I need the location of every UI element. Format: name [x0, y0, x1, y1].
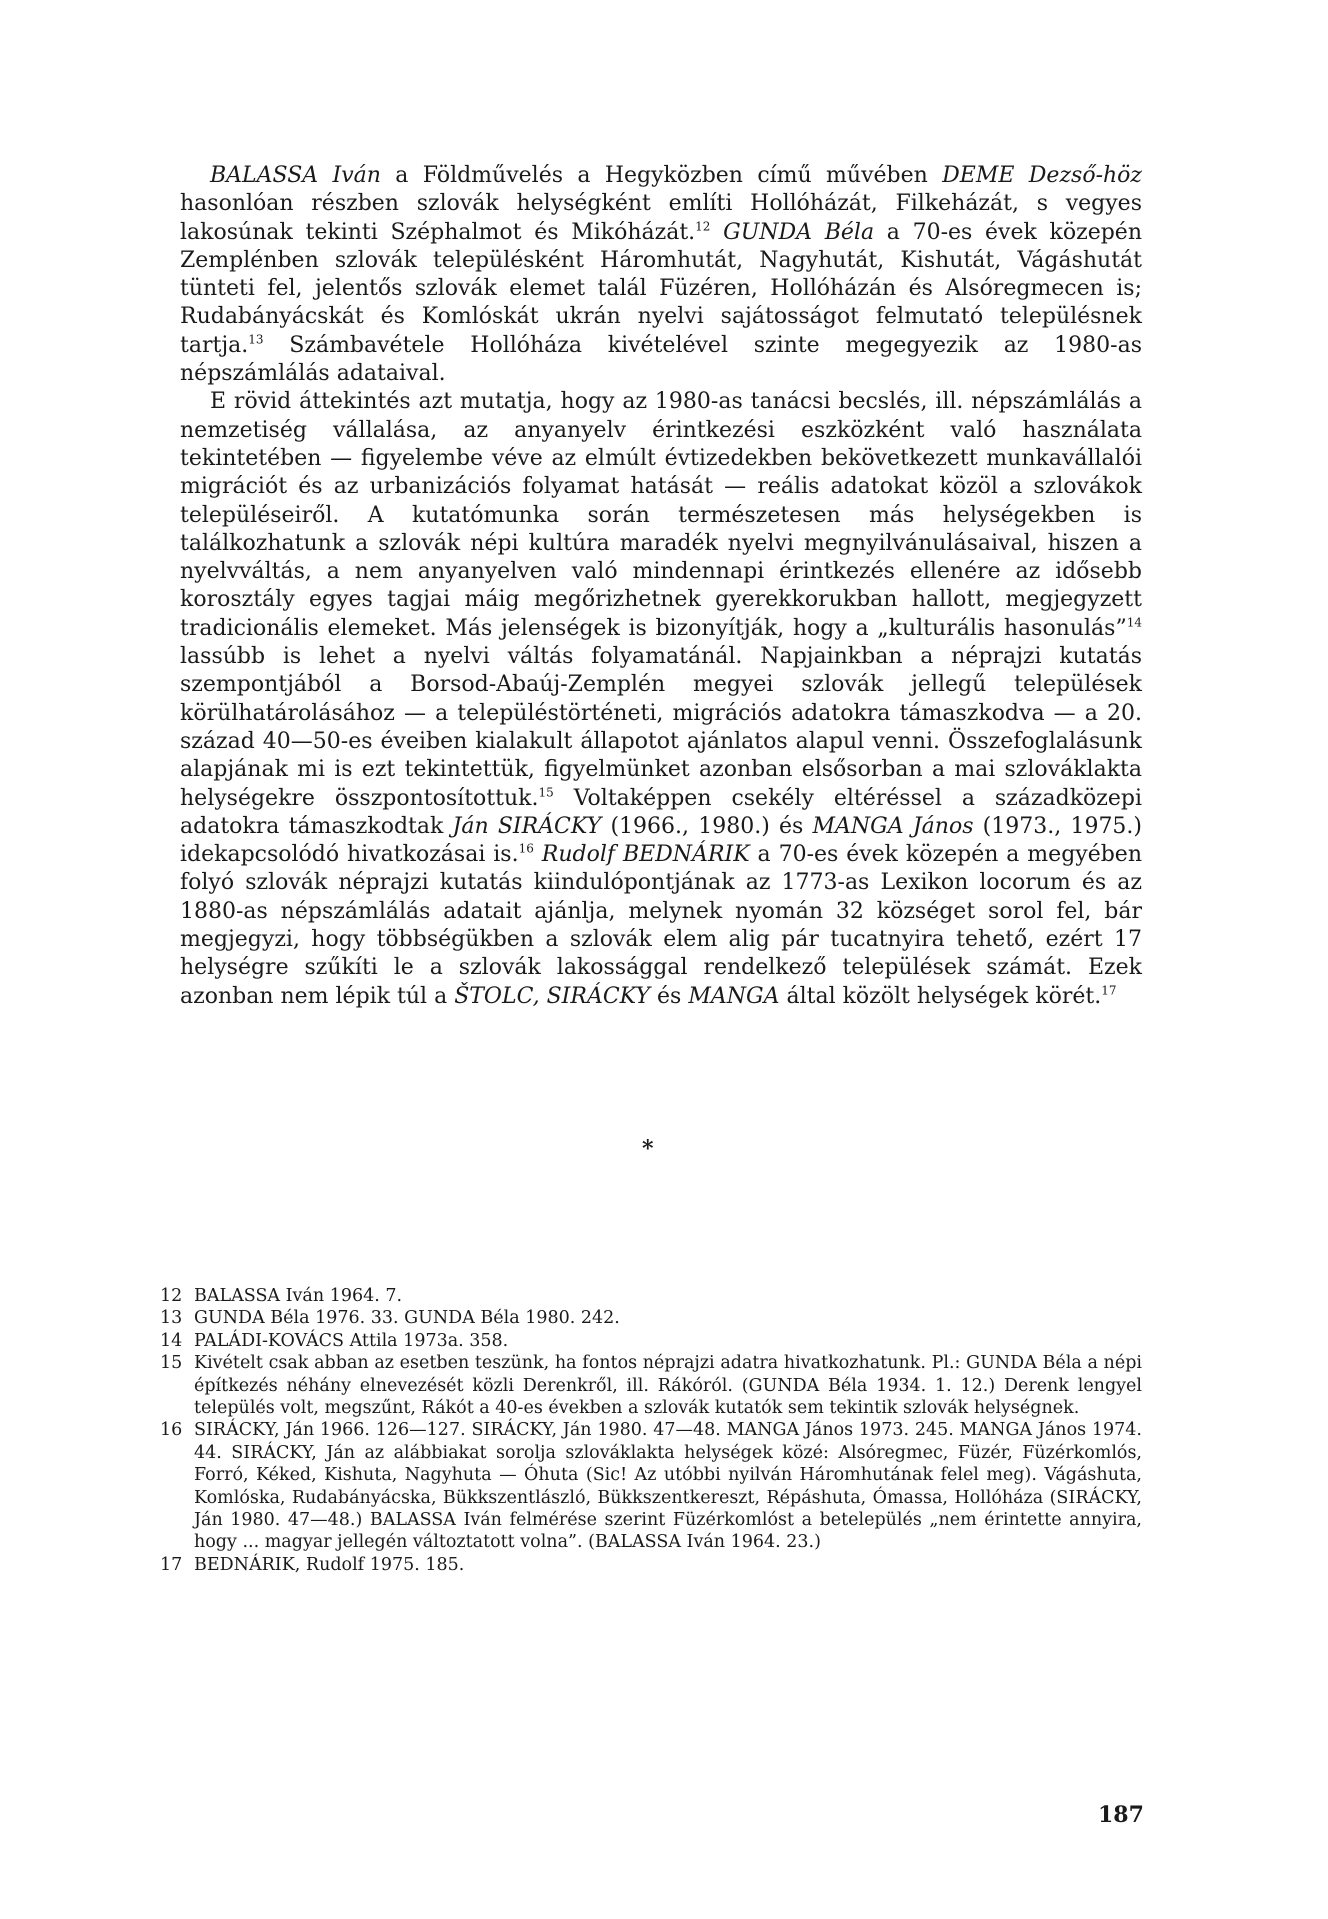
footnote-text: BALASSA Iván 1964. 7. [194, 1286, 403, 1306]
footnote-text: BEDNÁRIK, Rudolf 1975. 185. [194, 1554, 465, 1575]
author-name: MANGA [688, 983, 780, 1009]
footnote-ref: 12 [695, 219, 711, 234]
text-run: (1966., 1980.) és [601, 813, 813, 839]
footnote-ref: 17 [1101, 983, 1117, 998]
footnotes [160, 1285, 1142, 1576]
footnote-17 [160, 1554, 1142, 1576]
author-name: MANGA János [812, 813, 974, 839]
footnote-ref: 13 [248, 332, 264, 347]
text-run: a 70-es évek közepén Zemplénben szlovák településként Háromhutát, Nagyhutát, Kishutát, Vágáshutát tünteti fel, jelentős szlovák elemet talál Füzéren, Hollóházán és Alsóregmecen is; Rudabányácskát és Komlóskát ukrán nyelvi sajátosságot felmutató településnek tartja. [180, 219, 1142, 358]
footnote-ref: 16 [518, 841, 534, 856]
footnote-13 [160, 1307, 1142, 1329]
text-run: Számbavétele Hollóháza kivételével szinte megegyezik az 1980-as népszámlálás adataival. [180, 332, 1142, 387]
text-run: lassúbb is lehet a nyelvi váltás folyamatánál. Napjainkban a néprajzi kutatás szempontjából a Borsod-Abaúj-Zemplén megyei szlovák jellegű települések körülhatárolásához — a településtörténeti, migrációs adatokra támaszkodva — a 20. század 40—50-es éveiben kialakult állapotot ajánlatos alapul venni. Összefoglalásunk alapjának mi is ezt tekintettük, figyelmünket azonban elsősorban a mai szlováklakta helységekre összpontosítottuk. [180, 644, 1142, 811]
footnote-number: 14 [160, 1330, 183, 1351]
footnote-number: 17 [160, 1554, 183, 1575]
footnote-ref: 15 [538, 785, 554, 800]
footnote-number: 16 [160, 1420, 183, 1441]
author-name: ŠTOLC, SIRÁCKY [454, 983, 651, 1009]
text-run: E rövid áttekintés azt mutatja, hogy az 1980-as tanácsi becslés, ill. népszámlálás a nemzetiség vállalása, az anyanyelv érintkezési eszközként való használata tekintetében — figyelembe véve az elmúlt évtizedekben bekövetkezett munkavállalói migrációt és az urbanizációs folyamat hatását — reális adatokat közöl a szlovákok településeiről. A kutatómunka során természetesen más helységekben is találkozhatunk a szlovák népi kultúra maradék nyelvi megnyilvánulásaival, hiszen a nyelvváltás, a nem anyanyelven való mindennapi érintkezés ellenére az idősebb korosztály egyes tagjai máig megőrizhetnek gyerekkorukban hallott, megjegyzett tradicionális elemeket. Más jelenségek is bizonyítják, hogy a „kulturális hasonulás” [180, 389, 1142, 641]
footnote-16 [160, 1419, 1142, 1553]
footnote-text: SIRÁCKY, Ján 1966. 126—127. SIRÁCKY, Ján 1980. 47—48. MANGA János 1973. 245. MANGA János 1974. 44. SIRÁCKY, Ján az alábbiakat sorolja szlováklakta helységek közé: Alsóregmec, Füzér, Füzérkomlós, Forró, Kéked, Kishuta, Nagyhuta — Óhuta (Sic! Az utóbbi nyilván Háromhutának felel meg). Vágáshuta, Komlóska, Rudabányácska, Bükkszentlászló, Bükkszentkereszt, Répáshuta, Ómassa, Hollóháza (SIRÁCKY, Ján 1980. 47—48.) BALASSA Iván felmérése szerint Füzérkomlóst a betelepülés „nem érintette annyira, hogy ... magyar jellegén változtatott volna”. (BALASSA Iván 1964. 23.) [194, 1420, 1142, 1553]
footnote-text: Kivételt csak abban az esetben teszünk, ha fontos néprajzi adatra hivatkozhatunk. Pl.: GUNDA Béla a népi építkezés néhány elnevezését közli Derenkről, ill. Rákóról. (GUNDA Béla 1934. 1. 12.) Derenk lengyel település volt, megszűnt, Rákót a 40-es években a szlovák kutatók sem tekintik szlovák helységnek. [194, 1353, 1142, 1419]
text-run [534, 842, 542, 867]
author-name: GUNDA Béla [723, 219, 875, 245]
author-name: Ján SIRÁCKY [452, 813, 602, 839]
paragraph-1 [180, 162, 1142, 388]
footnote-text: GUNDA Béla 1976. 33. GUNDA Béla 1980. 242. [194, 1308, 620, 1329]
footnote-text: PALÁDI-KOVÁCS Attila 1973a. 358. [194, 1330, 509, 1351]
text-run: és [650, 983, 689, 1009]
author-name: BALASSA Iván [210, 163, 381, 188]
author-name: Rudolf BEDNÁRIK [541, 842, 750, 868]
footnote-number: 12 [160, 1286, 183, 1306]
footnote-14 [160, 1330, 1142, 1352]
main-text [180, 162, 1142, 1011]
footnote-number: 15 [160, 1353, 183, 1374]
paragraph-2 [180, 388, 1142, 1011]
author-name: DEME Dezső-höz [942, 163, 1143, 188]
text-run [710, 220, 723, 245]
footnote-15 [160, 1352, 1142, 1419]
text-run: által közölt helységek körét. [779, 983, 1102, 1009]
text-run: a 70-es évek közepén a megyében folyó szlovák néprajzi kutatás kiindulópontjának az 1773-as Lexikon locorum és az 1880-as népszámlálás adatait ajánlja, melynek nyomán 32 községet sorol fel, bár megjegyzi, hogy többségükben a szlovák elem alig pár tucatnyira tehető, ezért 17 helységre szűkíti le a szlovák lakossággal rendelkező települések számát. Ezek azonban nem lépik túl a [180, 842, 1142, 1009]
text-run: a Földművelés a Hegyközben című művében [380, 163, 943, 188]
text-run: Voltaképpen csekély eltéréssel a századközepi adatokra támaszkodtak [180, 785, 1142, 839]
section-separator: * [642, 1136, 654, 1162]
page-number: 187 [1098, 1802, 1144, 1828]
footnote-number: 13 [160, 1308, 183, 1329]
footnote-ref: 14 [1126, 615, 1142, 630]
footnote-12 [160, 1285, 1142, 1307]
text-run: (1973., 1975.) idekapcsolódó hivatkozásai is. [180, 813, 1143, 868]
text-run: hasonlóan részben szlovák helységként említi Hollóházát, Filkeházát, s vegyes lakosúnak tekinti Széphalmot és Mikóházát. [180, 191, 1142, 245]
